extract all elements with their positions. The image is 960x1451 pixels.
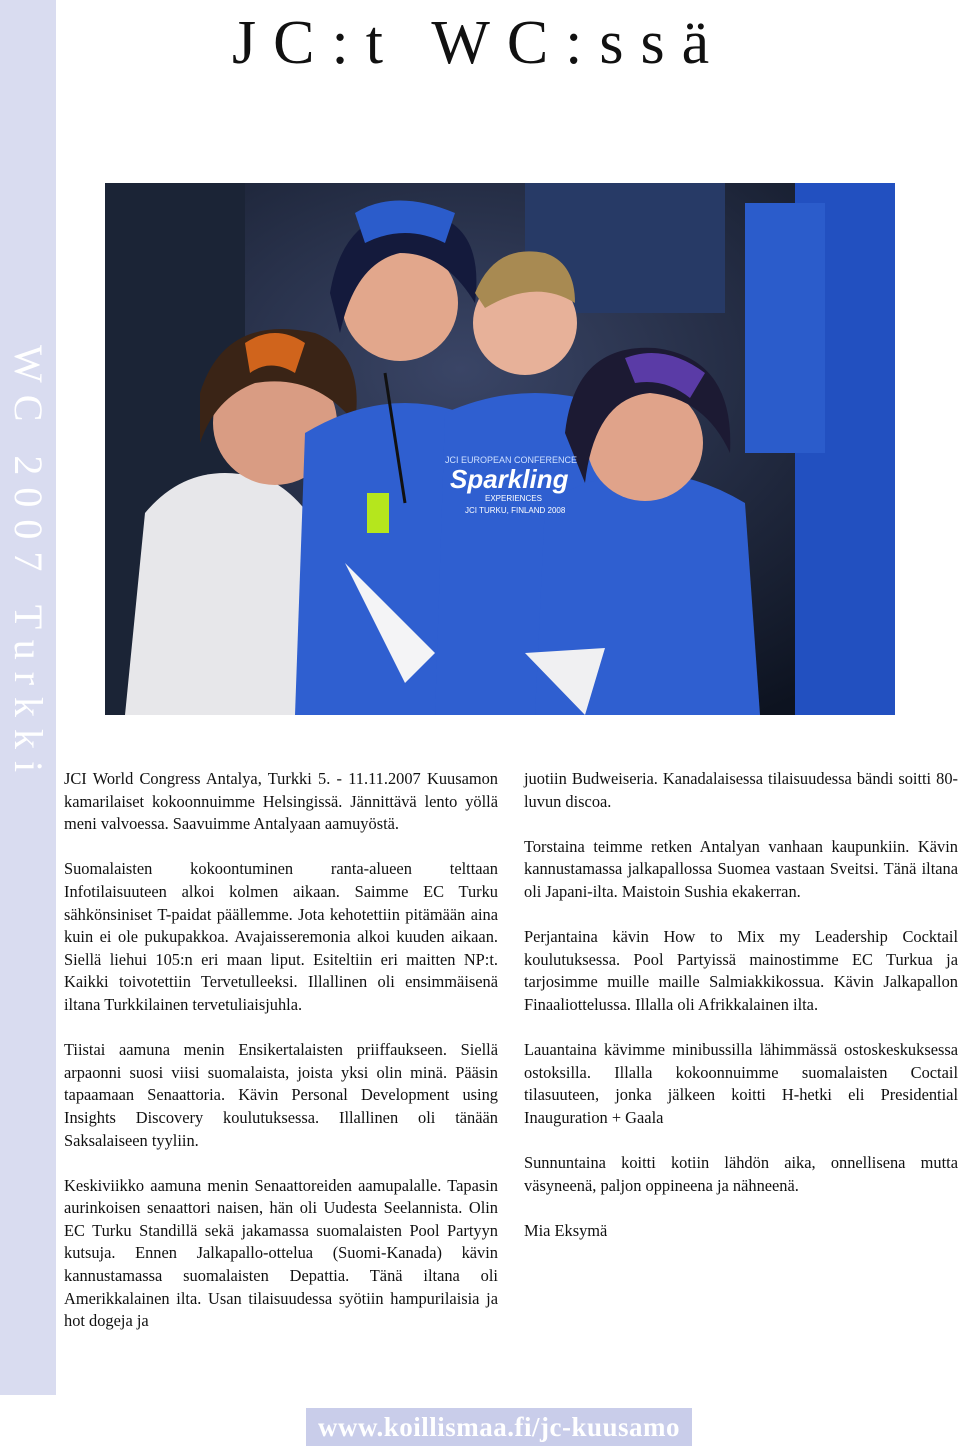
group-photo-illustration bbox=[105, 183, 895, 715]
shirt-text-4: JCI TURKU, FINLAND 2008 bbox=[465, 506, 566, 515]
page-title: JC:t WC:ssä bbox=[232, 9, 727, 77]
article-paragraph: Tiistai aamuna menin Ensikertalaisten priiffaukseen. Siellä arpaonni suosi viisi suomalaista, joista yksi olin minä. Pääsin tapaamaan Senaattoria. Kävin Personal Development using Insights Discovery koulutuksessa. Illallinen oli tänään Saksalaiseen tyyliin. bbox=[64, 1040, 498, 1150]
article-paragraph: juotiin Budweiseria. Kanadalaisessa tilaisuudessa bändi soitti 80-luvun discoa. bbox=[524, 769, 958, 811]
article-paragraph: Keskiviikko aamuna menin Senaattoreiden aamupalalle. Tapasin aurinkoisen senaattori naisen, hän oli Uudesta Seelannista. Olin EC Turku Standillä sekä jakamassa suomalaisten Pool Partyyn kutsuja. Ennen Jalkapallo-ottelua (Suomi-Kanada) kävin kannustamassa suomalaisten Depattia. Tänä iltana oli Amerikkalainen ilta. Usan tilaisuudessa syötiin hampurilaisia ja hot dogeja ja bbox=[64, 1175, 498, 1331]
author-signature: Mia Eksymä bbox=[524, 1220, 608, 1240]
shirt-text-1: JCI EUROPEAN CONFERENCE bbox=[445, 455, 578, 465]
article-paragraph: Torstaina teimme retken Antalyan vanhaan kaupunkiin. Kävin kannustamassa jalkapallossa Suomea vastaan Sveitsi. Tänä iltana oli Japani-ilta. Maistoin Sushia ekakerran. bbox=[524, 836, 958, 901]
group-photo bbox=[105, 183, 895, 715]
article-paragraph: JCI World Congress Antalya, Turkki 5. - 11.11.2007 Kuusamon kamarilaiset kokoonnuimme Helsingissä. Jännittävä lento yöllä meni valvoessa. Saavuimme Antalyaan aamuyöstä. bbox=[64, 769, 498, 834]
side-band bbox=[0, 0, 56, 1395]
side-title: WC 2007 Turkki bbox=[6, 345, 51, 785]
article-right-column bbox=[524, 768, 958, 1242]
article-paragraph: Suomalaisten kokoontuminen ranta-alueen telttaan Infotilaisuuteen alkoi kolmen aikaan. Saimme EC Turku sähkönsiniset T-paidat päällemme. Jota kehotettiin pitämään aina kuin ei ole pukupakkoa. Avajaisseremonia alkoi kuuden aikaan. Siellä liehui 105:n eri maan liput. Esiteltiin eri maitten NP:t. Kaikki toivotettiin Tervetulleeksi. Illallinen oli ensimmäisenä iltana Turkkilainen tervetuliaisjuhla. bbox=[64, 859, 498, 1014]
footer-url[interactable]: www.koillismaa.fi/jc-kuusamo bbox=[306, 1408, 692, 1446]
article-paragraph: Sunnuntaina koitti kotiin lähdön aika, onnellisena mutta väsyneenä, paljon oppineena ja nähneenä. bbox=[524, 1153, 958, 1195]
article-left-column bbox=[64, 768, 498, 1333]
shirt-text-3: EXPERIENCES bbox=[485, 494, 542, 503]
article-paragraph: Lauantaina kävimme minibussilla lähimmässä ostoskeskuksessa ostoksilla. Illalla kokoonnuimme suomalaisten Coctail tilasuuteen, jonka jälkeen koitti H-hetki eli Presidential Inauguration + Gaala bbox=[524, 1040, 958, 1127]
article-paragraph: Perjantaina kävin How to Mix my Leadership Cocktail koulutuksessa. Pool Partyissä mainostimme EC Turkua ja tarjosimme muille maille Salmiakkikossua. Kävin Jalkapallon Finaaliottelussa. Illalla oli Afrikkalainen ilta. bbox=[524, 927, 958, 1014]
shirt-text-2: Sparkling bbox=[450, 464, 569, 494]
